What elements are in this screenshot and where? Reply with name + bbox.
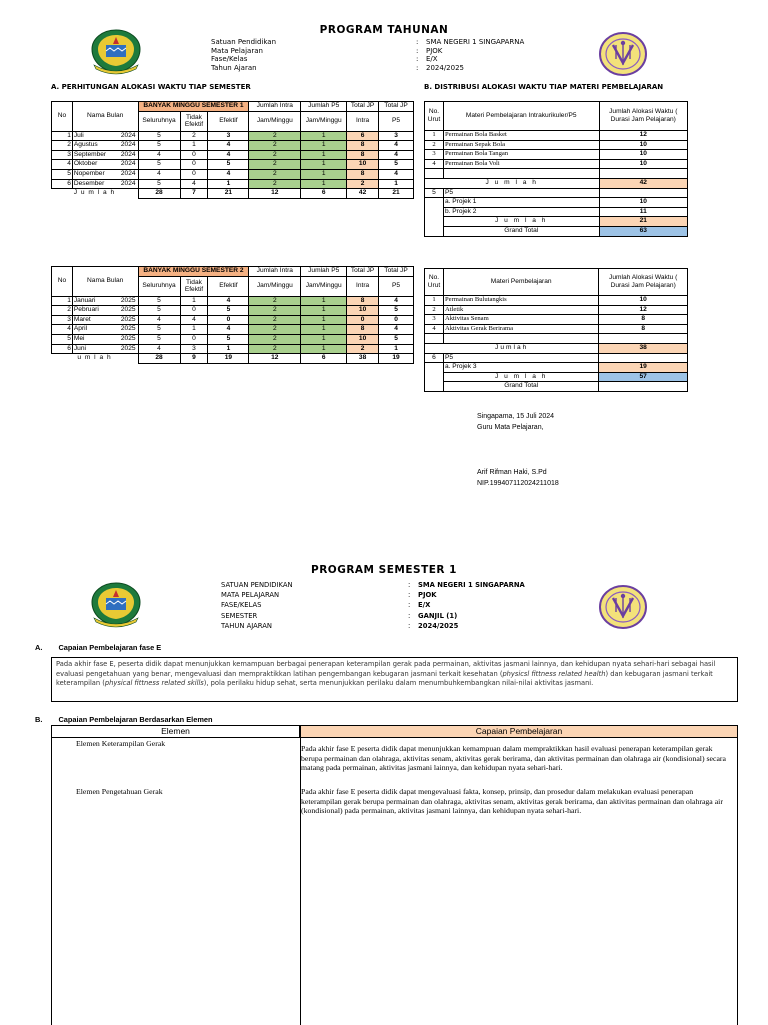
cell-no: 1 [52,296,73,306]
month-year: 2024 [120,131,136,139]
west-java-emblem-logo [88,27,144,75]
school-emblem-logo [598,31,648,77]
materi-row [425,305,688,315]
cell-totjp-p5: 5 [379,160,414,170]
table-row [52,296,414,306]
cell-materi: Aktivitas Gerak Berirama [443,324,598,334]
label-mapel: Mata Pelajaran [211,46,263,55]
cell-efektif: 5 [208,334,249,344]
cell-jam: 8 [599,315,688,325]
cell-totjp-p5: 5 [379,306,414,316]
projek-label: a. Projek 3 [443,363,598,373]
promes-header-info: SATUAN PENDIDIKAN : SMA NEGERI 1 SINGAPARNA MATA PELAJARAN : PJOK FASE/KELAS : E/X SEMESTER : GANJIL (1) TAHUN AJARAN : 2024/2025 [221,581,525,630]
table-row [52,131,414,141]
signature-block [477,411,559,489]
materi-row [425,150,688,160]
cell-urut: 2 [425,140,444,150]
month-name: Januari [73,296,96,304]
table-row [52,306,414,316]
cell-p5: 1 [301,306,347,316]
blank-row [425,334,688,344]
cell-tidak: 0 [180,150,208,160]
cell-urut: 4 [425,159,444,169]
col-jumlah-p5: Jumlah P5 [301,102,347,112]
cell-tidak: 0 [180,160,208,170]
cell-totjp-intra: 10 [347,160,379,170]
cell-jam: 12 [599,305,688,315]
grand-total-row [425,382,688,392]
column-divider-2 [300,834,301,1025]
sem2-alokasi-table: No Nama Bulan BANYAK MINGGU SEMESTER 2 Jumlah Intra Jumlah P5 Total JP Total JP Seluruhnya Tidak Efektif Efektif Jam/Minggu Jam/Minggu Intra P5 1 Januari 2025 5 1 4 2 1 8 4 2 Pebruari 2025 5 0 5 2 1 10 5 3 Maret 2025 4 4 0 2 1 0 0 4 April 2025 5 1 4 2 1 8 4 5 Mei 2025 5 0 5 2 1 10 5 6 Juni 2025 4 3 1 2 1 2 1 u m l a h 28 9 19 12 6 38 19 [51,266,414,364]
signature-nip: NIP.199407112024211018 [477,480,559,487]
month-year: 2024 [120,169,136,177]
cell-bulan [72,306,138,316]
cell-materi: Permainan Bola Basket [443,131,599,141]
table-row [52,325,414,335]
cell-tidak: 1 [180,296,208,306]
cell-no: 3 [52,315,73,325]
cell-bulan [72,325,138,335]
cell-intra: 2 [249,334,301,344]
cell-totjp-p5: 1 [379,344,414,354]
cell-materi: Atletik [443,305,598,315]
cell-materi: Aktivitas Senam [443,315,598,325]
month-name: Mei [73,334,85,342]
table-row [52,141,414,151]
cell-jam: 12 [599,131,687,141]
cell-seluruh: 5 [138,325,180,335]
cell-totjp-intra: 8 [347,150,379,160]
elemen-name: Elemen Keterampilan Gerak [76,739,166,748]
table-row [52,179,414,189]
month-name: Desember [73,179,105,187]
section-a-capaian: A. Capaian Pembelajaran fase E [35,643,162,652]
cell-totjp-p5: 5 [379,334,414,344]
cell-jam: 10 [599,296,688,306]
jumlah2-value: 57 [599,372,688,382]
cell-totjp-p5: 3 [379,131,414,141]
cell-urut: 1 [425,131,444,141]
jumlah-row [425,178,688,188]
grand-total-row [425,226,688,236]
cell-totjp-p5: 4 [379,296,414,306]
cell-totjp-intra: 8 [347,296,379,306]
section-b-capaian: B. Capaian Pembelajaran Berdasarkan Elemen [35,715,213,724]
school-emblem-logo-2 [598,584,648,630]
cell-bulan [72,150,138,160]
signature-place-date: Singapama, 15 Juli 2024 [477,413,555,420]
cell-no: 4 [52,160,73,170]
cell-p5: 1 [301,141,347,151]
cell-efektif: 1 [208,344,249,354]
elemen-name: Elemen Pengetahuan Gerak [76,787,163,796]
cell-totjp-intra: 0 [347,315,379,325]
projek-row [425,198,688,208]
cell-efektif: 3 [208,131,249,141]
month-year: 2024 [120,160,136,168]
cell-tidak: 0 [180,169,208,179]
cell-intra: 2 [249,296,301,306]
month-year: 2025 [120,315,136,323]
jumlah2-row [425,217,688,227]
cell-urut: 4 [425,324,444,334]
cell-no: 5 [52,169,73,179]
cell-seluruh: 5 [138,296,180,306]
cell-urut: 1 [425,296,444,306]
materi-row [425,296,688,306]
materi-row [425,140,688,150]
total-cell: 7 [180,189,208,199]
month-name: Juli [73,131,84,139]
cell-bulan [72,296,138,306]
cell-seluruh: 4 [138,169,180,179]
cell-p5: 1 [301,131,347,141]
cell-totjp-p5: 0 [379,315,414,325]
cell-jam: 10 [599,150,687,160]
cell-tidak: 2 [180,131,208,141]
cell-no: 2 [52,306,73,316]
col-total-jp-p5: Total JP [379,102,414,112]
cell-jam: 10 [599,159,687,169]
total-cell: 12 [249,189,301,199]
month-name: Agustus [73,141,98,149]
month-name: Oktober [73,160,98,168]
cell-totjp-intra: 8 [347,169,379,179]
projek-label: b. Projek 2 [443,207,599,217]
label-fase: Fase/Kelas [211,55,248,64]
jumlah-value: 38 [599,343,688,353]
cell-urut: 3 [425,315,444,325]
cell-seluruh: 4 [138,344,180,354]
elemen-table [51,725,738,1025]
grand-total-label: Grand Total [443,382,598,392]
total-cell: 6 [301,354,347,364]
cell-p5: 1 [301,296,347,306]
cell-bulan [72,169,138,179]
total-row [52,189,414,199]
cell-p5: 1 [301,334,347,344]
signature-name: Arif Rifman Haki, S.Pd [477,469,547,476]
materi-row [425,159,688,169]
cell-efektif: 4 [208,296,249,306]
cell-totjp-p5: 1 [379,179,414,189]
jumlah2-row [425,372,688,382]
cell-seluruh: 5 [138,306,180,316]
cell-tidak: 1 [180,325,208,335]
total-label: u m l a h [52,354,139,364]
table-row [52,344,414,354]
total-cell: 19 [208,354,249,364]
cell-no: 6 [52,179,73,189]
cell-intra: 2 [249,131,301,141]
total-cell: 6 [301,189,347,199]
cell-totjp-intra: 8 [347,141,379,151]
total-cell: 21 [208,189,249,199]
cell-bulan [72,131,138,141]
table-row [52,169,414,179]
value-mapel: PJOK [426,46,443,55]
cell-tidak: 0 [180,306,208,316]
cell-bulan [72,334,138,344]
cp-fase-e-box: Pada akhir fase E, peserta didik dapat menunjukkan kemampuan berbagai penerapan keterampilan gerak pada permainan, aktivitas jasmani lainnya, dan kehidupan nyata sehari-hari sebagai hasil evaluasi pengetahuan yang benar, mengevaluasi dan mempraktikkan latihan pengembangan kebugaran jasmani terkait kesehatan (physicsl fittness related health) dan kebugaran jasmani terkait keterampilan (physical fittness related skills), pola perilaku hidup sehat, serta menunjukkan perilaku dalam menumbuhkembangkan nilai-nilai aktivitas jasmani. [51,657,738,702]
cell-efektif: 4 [208,169,249,179]
col-jumlah-intra: Jumlah Intra [249,102,301,112]
cell-tidak: 1 [180,141,208,151]
cell-intra: 2 [249,325,301,335]
month-name: April [73,325,88,333]
month-name: Nopember [73,169,105,177]
cell-jam: 8 [599,324,688,334]
month-name: Maret [73,315,91,323]
cell-efektif: 4 [208,141,249,151]
total-row [52,354,414,364]
total-cell: 38 [347,354,379,364]
cell-bulan [72,344,138,354]
cell-intra: 2 [249,315,301,325]
cell-no: 6 [52,344,73,354]
jumlah2-label: J u m l a h [443,372,598,382]
total-cell: 12 [249,354,301,364]
total-cell: 28 [138,189,180,199]
cell-p5: 1 [301,169,347,179]
cell-efektif: 4 [208,150,249,160]
cell-intra: 2 [249,160,301,170]
cell-tidak: 4 [180,179,208,189]
projek-row [425,207,688,217]
grand-total-value [599,382,688,392]
section-a-heading: A. PERHITUNGAN ALOKASI WAKTU TIAP SEMESTER [51,83,251,91]
cell-p5: 1 [301,150,347,160]
col-bulan: Nama Bulan [72,102,138,132]
month-name: Pebruari [73,306,99,314]
cell-totjp-p5: 4 [379,325,414,335]
month-year: 2025 [120,334,136,342]
prota-title: PROGRAM TAHUNAN [319,24,449,36]
month-year: 2025 [120,306,136,314]
cell-materi: Permainan Bola Tangan [443,150,599,160]
cell-totjp-intra: 8 [347,325,379,335]
grand-total-label: Grand Total [443,226,599,236]
jumlah-row [425,343,688,353]
blank-row [425,169,688,179]
value-tahun: 2024/2025 [426,63,464,72]
cell-materi: Permainan Sepak Bola [443,140,599,150]
col-banyak-minggu-2: BANYAK MINGGU SEMESTER 2 [138,267,249,277]
cell-totjp-p5: 4 [379,150,414,160]
total-label: J u m l a h [52,189,139,199]
p5-no: 5 [425,188,444,198]
col-capaian: Capaian Pembelajaran [300,726,737,737]
cell-intra: 2 [249,179,301,189]
cell-intra: 2 [249,169,301,179]
west-java-emblem-logo-2 [88,580,144,628]
cell-seluruh: 4 [138,150,180,160]
table-row [52,334,414,344]
cell-seluruh: 5 [138,141,180,151]
value-satuan: SMA NEGERI 1 SINGAPARNA [426,38,525,46]
month-year: 2025 [120,296,136,304]
month-year: 2024 [120,179,136,187]
prota-header-info: Satuan Pendidikan : SMA NEGERI 1 SINGAPARNA Mata Pelajaran : PJOK Fase/Kelas : E/X Tahun Ajaran : 2024/2025 [211,38,525,72]
month-name: Juni [73,344,86,352]
month-year: 2025 [120,344,136,352]
p5-label: P5 [443,353,598,363]
p5-row [425,353,688,363]
cell-p5: 1 [301,315,347,325]
cell-seluruh: 5 [138,131,180,141]
cell-no: 2 [52,141,73,151]
promes-title: PROGRAM SEMESTER 1 [311,564,457,576]
materi-row [425,315,688,325]
cell-jam: 10 [599,140,687,150]
cell-intra: 2 [249,150,301,160]
jumlah-label: J u m l a h [425,178,600,188]
total-cell: 42 [347,189,379,199]
col-banyak-minggu: BANYAK MINGGU SEMESTER 1 [138,102,249,112]
cell-tidak: 4 [180,315,208,325]
p5-no: 6 [425,353,444,363]
jumlah-label: Jumlah [425,343,599,353]
cell-no: 3 [52,150,73,160]
jumlah-value: 42 [599,178,687,188]
cell-seluruh: 4 [138,315,180,325]
projek-value: 10 [599,198,687,208]
month-year: 2024 [120,141,136,149]
cell-totjp-intra: 10 [347,334,379,344]
p5-row [425,188,688,198]
section-b-heading: B. DISTRIBUSI ALOKASI WAKTU TIAP MATERI PEMBELAJARAN [424,83,664,91]
grand-total-value: 63 [599,226,687,236]
cell-urut: 2 [425,305,444,315]
total-cell: 9 [180,354,208,364]
cell-p5: 1 [301,325,347,335]
col-elemen: Elemen [52,726,300,737]
cell-tidak: 0 [180,334,208,344]
cell-urut: 3 [425,150,444,160]
elemen-text: Pada akhir fase E peserta didik dapat mengevaluasi fakta, konsep, prinsip, dan prosedur dalam melakukan evaluasi penerapan keterampilan gerak berupa permainan dan olahraga, aktivitas senam, aktivitas gerak berirama, dan aktivitas permainan dan olahraga air (kondisional) pada permainan, aktivitas jasmani lainnya, dan kehidupan nyata sehari-hari. [301,787,723,816]
total-cell: 21 [379,189,414,199]
projek-label: a. Projek 1 [443,198,599,208]
cell-materi: Permainan Bulutangkis [443,296,598,306]
total-cell: 19 [379,354,414,364]
cell-bulan [72,315,138,325]
month-year: 2024 [120,150,136,158]
cell-no: 1 [52,131,73,141]
cell-materi: Permainan Bola Voli [443,159,599,169]
cell-seluruh: 5 [138,179,180,189]
cell-seluruh: 5 [138,160,180,170]
col-total-jp-intra: Total JP [347,102,379,112]
month-year: 2025 [120,325,136,333]
cell-p5: 1 [301,344,347,354]
p5-label: P5 [443,188,599,198]
cell-efektif: 4 [208,325,249,335]
col-no: No [52,102,73,132]
cell-totjp-intra: 2 [347,179,379,189]
label-satuan: Satuan Pendidikan [211,38,277,46]
cell-totjp-intra: 6 [347,131,379,141]
cell-intra: 2 [249,344,301,354]
cell-efektif: 0 [208,315,249,325]
sem1-materi-table: No. Urut Materi Pembelajaran Intrakurikuler/P5 Jumlah Alokasi Waktu ( Durasi Jam Pelajaran) 1 Permainan Bola Basket 12 2 Permainan Sepak Bola 10 3 Permainan Bola Tangan 10 4 Permainan Bola Voli 10 J u m l a h 42 5 P5 a. Projek 1 10 b. Projek 2 11 J u m l a h 21 Grand Total 63 [424,101,688,237]
cell-tidak: 3 [180,344,208,354]
cell-bulan [72,160,138,170]
table-row [52,150,414,160]
cell-intra: 2 [249,306,301,316]
cell-totjp-p5: 4 [379,169,414,179]
table-row [52,160,414,170]
cell-efektif: 5 [208,306,249,316]
projek-value: 11 [599,207,687,217]
cell-bulan [72,179,138,189]
projek-value: 19 [599,363,688,373]
value-fase: E/X [426,55,438,64]
cell-totjp-intra: 2 [347,344,379,354]
cell-efektif: 5 [208,160,249,170]
cell-p5: 1 [301,160,347,170]
cell-bulan [72,141,138,151]
sem1-alokasi-table: No Nama Bulan BANYAK MINGGU SEMESTER 1 Jumlah Intra Jumlah P5 Total JP Total JP Seluruhnya Tidak Efektif Efektif Jam/Minggu Jam/Minggu Intra P5 1 Juli 2024 5 2 3 2 1 6 3 2 Agustus 2024 5 1 4 2 1 8 4 3 September 2024 4 0 4 2 1 8 4 4 Oktober 2024 5 0 5 2 1 10 5 5 Nopember 2024 4 0 4 2 1 8 4 6 Desember 2024 5 4 1 2 1 2 1 J u m l a h 28 7 21 12 6 42 21 [51,101,414,199]
cell-no: 5 [52,334,73,344]
total-cell: 28 [138,354,180,364]
cell-p5: 1 [301,179,347,189]
projek-row [425,363,688,373]
jumlah2-value: 21 [599,217,687,227]
sem2-materi-table: No. Urut Materi Pembelajaran Jumlah Alokasi Waktu ( Durasi Jam Pelajaran) 1 Permainan Bulutangkis 10 2 Atletik 12 3 Aktivitas Senam 8 4 Aktivitas Gerak Berirama 8 Jumlah 38 6 P5 a. Projek 3 19 J u m l a h 57 Grand Total [424,268,688,392]
cell-seluruh: 5 [138,334,180,344]
cell-totjp-intra: 10 [347,306,379,316]
label-tahun: Tahun Ajaran [211,63,257,72]
cell-totjp-p5: 4 [379,141,414,151]
cell-no: 4 [52,325,73,335]
elemen-text: Pada akhir fase E peserta didik dapat menunjukkan kemampuan dalam mempraktikkan hasil evaluasi penerapan keterampilan gerak berupa permainan dan olahraga, aktivitas senam, aktivitas gerak berirama, dan aktivitas permainan dan olahraga air (kondisional) secara matang pada permainan, aktivitas jasmani lainnya, dan kehidupan nyata sehari-hari. [301,744,726,773]
month-name: September [73,150,107,158]
table-row [52,315,414,325]
jumlah2-label: J u m l a h [443,217,599,227]
cell-intra: 2 [249,141,301,151]
materi-row [425,324,688,334]
signature-role: Guru Mata Pelajaran, [477,424,544,431]
cell-efektif: 1 [208,179,249,189]
materi-row [425,131,688,141]
